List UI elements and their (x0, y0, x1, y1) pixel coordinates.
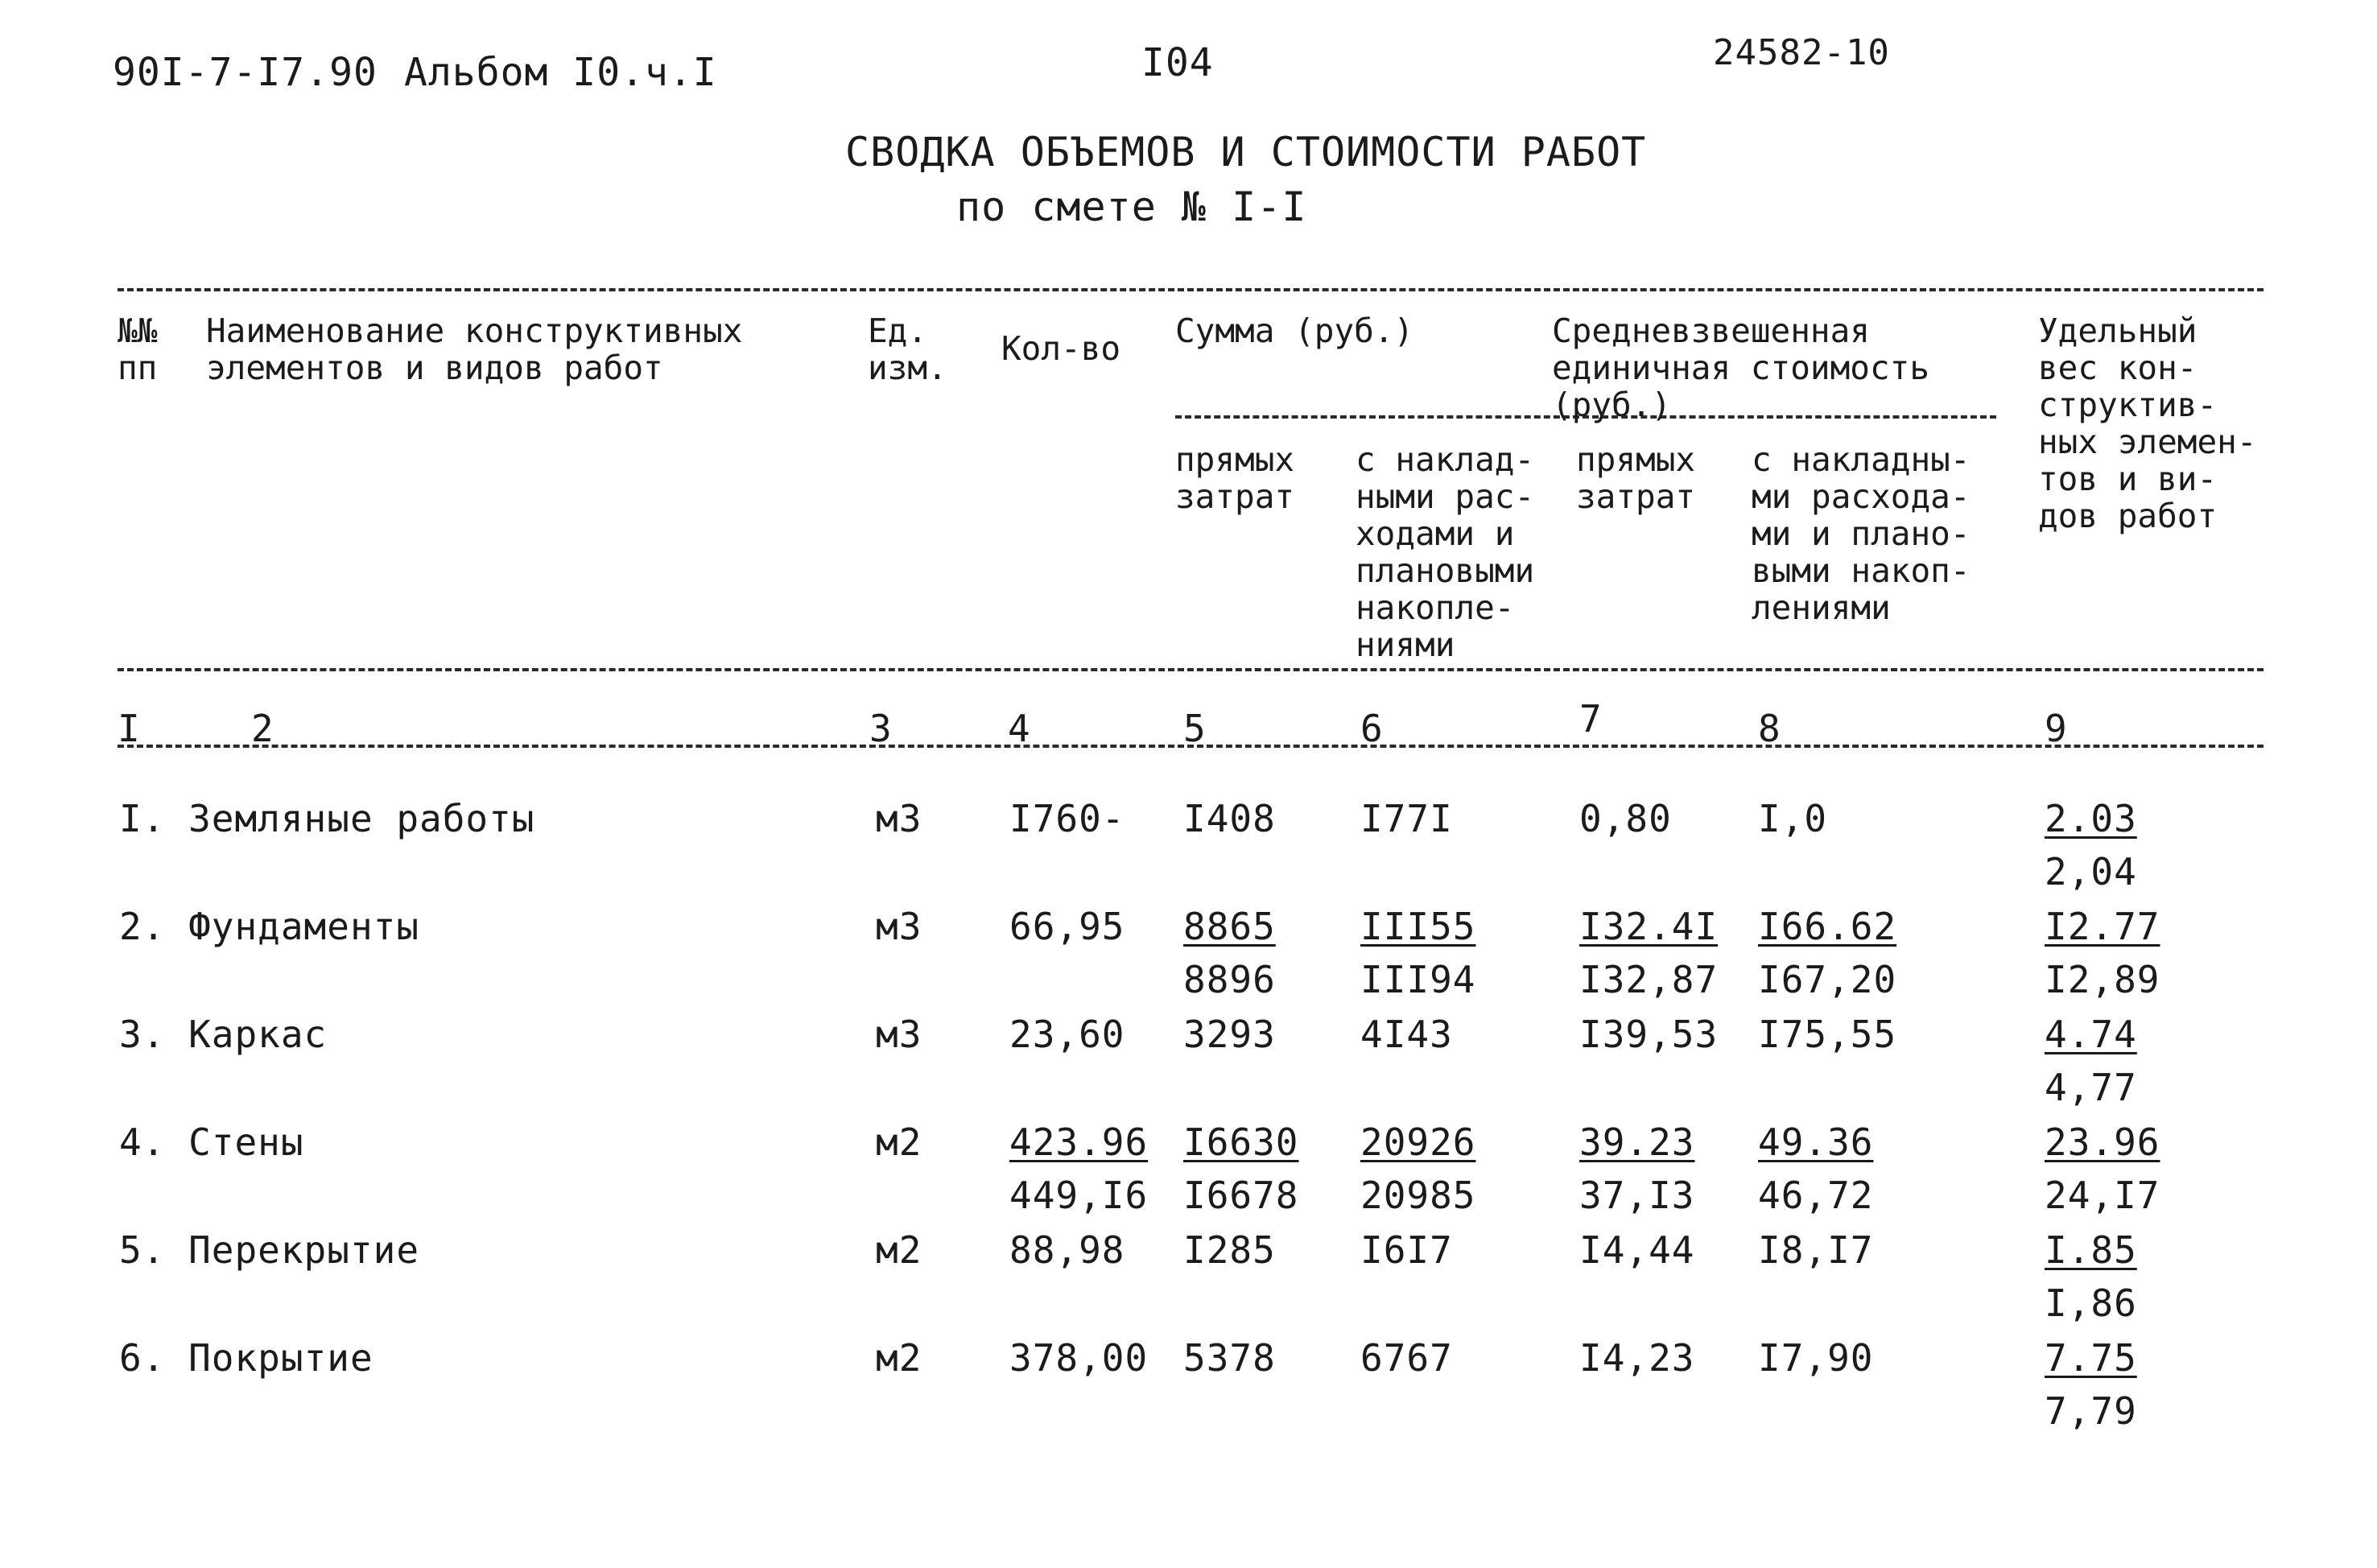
cell-sum-direct: 3293 (1183, 1013, 1276, 1056)
cell-unit: м3 (876, 797, 922, 840)
cell-qty: 66,95 (1009, 905, 1125, 948)
cell-avg-overhead: I,0 (1758, 797, 1828, 840)
page-number: I04 (1141, 40, 1214, 85)
column-number: 3 (869, 707, 893, 750)
cell-avg-overhead: I75,55 (1758, 1013, 1897, 1056)
cell-sum-overhead-corrected: III94 (1360, 958, 1476, 1001)
album-label: Альбом I0.ч.I (404, 50, 717, 95)
cell-avg-direct: 39.23 (1579, 1120, 1695, 1164)
header-top-rule (118, 288, 2264, 291)
column-number: 9 (2045, 707, 2068, 750)
cell-sum-overhead: I77I (1360, 797, 1453, 840)
document-code: 90I-7-I7.90 (113, 50, 378, 95)
column-header-number: №№ пп (118, 312, 158, 387)
column-number: 7 (1579, 697, 1603, 741)
cell-weight: 4.74 (2045, 1013, 2137, 1056)
cell-name: 3. Каркас (119, 1013, 328, 1056)
document-title: СВОДКА ОБЪЕМОВ И СТОИМОСТИ РАБОТ (845, 129, 1647, 175)
header-bottom-rule (118, 668, 2264, 671)
cell-sum-overhead: 20926 (1360, 1120, 1476, 1164)
cell-unit: м2 (876, 1120, 922, 1164)
cell-weight-corrected: 24,I7 (2045, 1174, 2160, 1217)
column-header-average-overhead: с накладны- ми расхода- ми и плано- выми накоп- лениями (1752, 440, 1971, 627)
column-number: I (118, 707, 141, 750)
cell-qty: 378,00 (1009, 1336, 1149, 1380)
cell-unit: м2 (876, 1336, 922, 1380)
cell-qty: 423.96 (1009, 1120, 1149, 1164)
cell-avg-direct: I4,23 (1579, 1336, 1695, 1380)
column-header-sum-direct: прямых затрат (1175, 440, 1295, 516)
cell-qty-corrected: 449,I6 (1009, 1174, 1149, 1217)
cell-qty: 88,98 (1009, 1228, 1125, 1272)
cell-name: 2. Фундаменты (119, 905, 420, 948)
cell-unit: м2 (876, 1228, 922, 1272)
cell-name: 5. Перекрытие (119, 1228, 420, 1272)
column-number: 4 (1008, 707, 1031, 750)
cell-weight-corrected: 7,79 (2045, 1389, 2137, 1433)
cell-avg-direct: I4,44 (1579, 1228, 1695, 1272)
cell-avg-overhead: I7,90 (1758, 1336, 1874, 1380)
column-header-average-cost: Средневзвешенная единичная стоимость (руб.) (1552, 312, 1929, 424)
cell-weight-corrected: 4,77 (2045, 1066, 2137, 1109)
cell-weight: 2.03 (2045, 797, 2137, 840)
cell-avg-overhead-corrected: I67,20 (1758, 958, 1897, 1001)
cell-avg-direct-corrected: I32,87 (1579, 958, 1719, 1001)
cell-weight: 7.75 (2045, 1336, 2137, 1380)
column-header-weight: Удельный вес кон- структив- ных элемен- тов и ви- дов работ (2038, 312, 2257, 535)
cell-avg-overhead: I8,I7 (1758, 1228, 1874, 1272)
cell-weight: I2.77 (2045, 905, 2160, 948)
cell-weight: 23.96 (2045, 1120, 2160, 1164)
cell-weight: I.85 (2045, 1228, 2137, 1272)
column-header-unit: Ед. изм. (868, 312, 947, 387)
cell-avg-direct: I32.4I (1579, 905, 1719, 948)
cell-sum-direct: I6630 (1183, 1120, 1299, 1164)
cell-sum-overhead: 4I43 (1360, 1013, 1453, 1056)
cell-sum-overhead: I6I7 (1360, 1228, 1453, 1272)
cell-weight-corrected: I,86 (2045, 1281, 2137, 1325)
cell-unit: м3 (876, 905, 922, 948)
cell-avg-overhead: 49.36 (1758, 1120, 1874, 1164)
cell-unit: м3 (876, 1013, 922, 1056)
cell-sum-direct: I285 (1183, 1228, 1276, 1272)
document-subtitle: по смете № I-I (956, 184, 1307, 230)
column-number: 8 (1758, 707, 1781, 750)
cell-weight-corrected: I2,89 (2045, 958, 2160, 1001)
column-header-name: Наименование конструктивных элементов и видов работ (206, 312, 743, 387)
column-header-quantity: Кол-во (1001, 329, 1121, 368)
column-number: 5 (1183, 707, 1207, 750)
column-header-average-direct: прямых затрат (1576, 440, 1696, 516)
cell-sum-overhead: III55 (1360, 905, 1476, 948)
column-number: 6 (1360, 707, 1384, 750)
cell-sum-direct-corrected: I6678 (1183, 1174, 1299, 1217)
column-header-sum-overhead: с наклад- ными рас- ходами и плановыми накопле- ниями (1356, 440, 1535, 664)
cell-weight-corrected: 2,04 (2045, 850, 2137, 893)
cell-avg-overhead: I66.62 (1758, 905, 1897, 948)
cell-name: I. Земляные работы (119, 797, 535, 840)
cell-avg-overhead-corrected: 46,72 (1758, 1174, 1874, 1217)
cell-sum-direct: 8865 (1183, 905, 1276, 948)
cell-sum-overhead-corrected: 20985 (1360, 1174, 1476, 1217)
cell-avg-direct: I39,53 (1579, 1013, 1719, 1056)
cell-sum-overhead: 6767 (1360, 1336, 1453, 1380)
cell-qty: I760- (1009, 797, 1125, 840)
inventory-stamp: 24582-10 (1713, 32, 1890, 73)
cell-sum-direct-corrected: 8896 (1183, 958, 1276, 1001)
column-number: 2 (251, 707, 274, 750)
cell-sum-direct: I408 (1183, 797, 1276, 840)
cell-sum-direct: 5378 (1183, 1336, 1276, 1380)
cell-avg-direct-corrected: 37,I3 (1579, 1174, 1695, 1217)
cell-qty: 23,60 (1009, 1013, 1125, 1056)
cell-name: 4. Стены (119, 1120, 304, 1164)
cell-avg-direct: 0,80 (1579, 797, 1672, 840)
column-header-sum: Сумма (руб.) (1175, 312, 1414, 350)
cell-name: 6. Покрытие (119, 1336, 373, 1380)
